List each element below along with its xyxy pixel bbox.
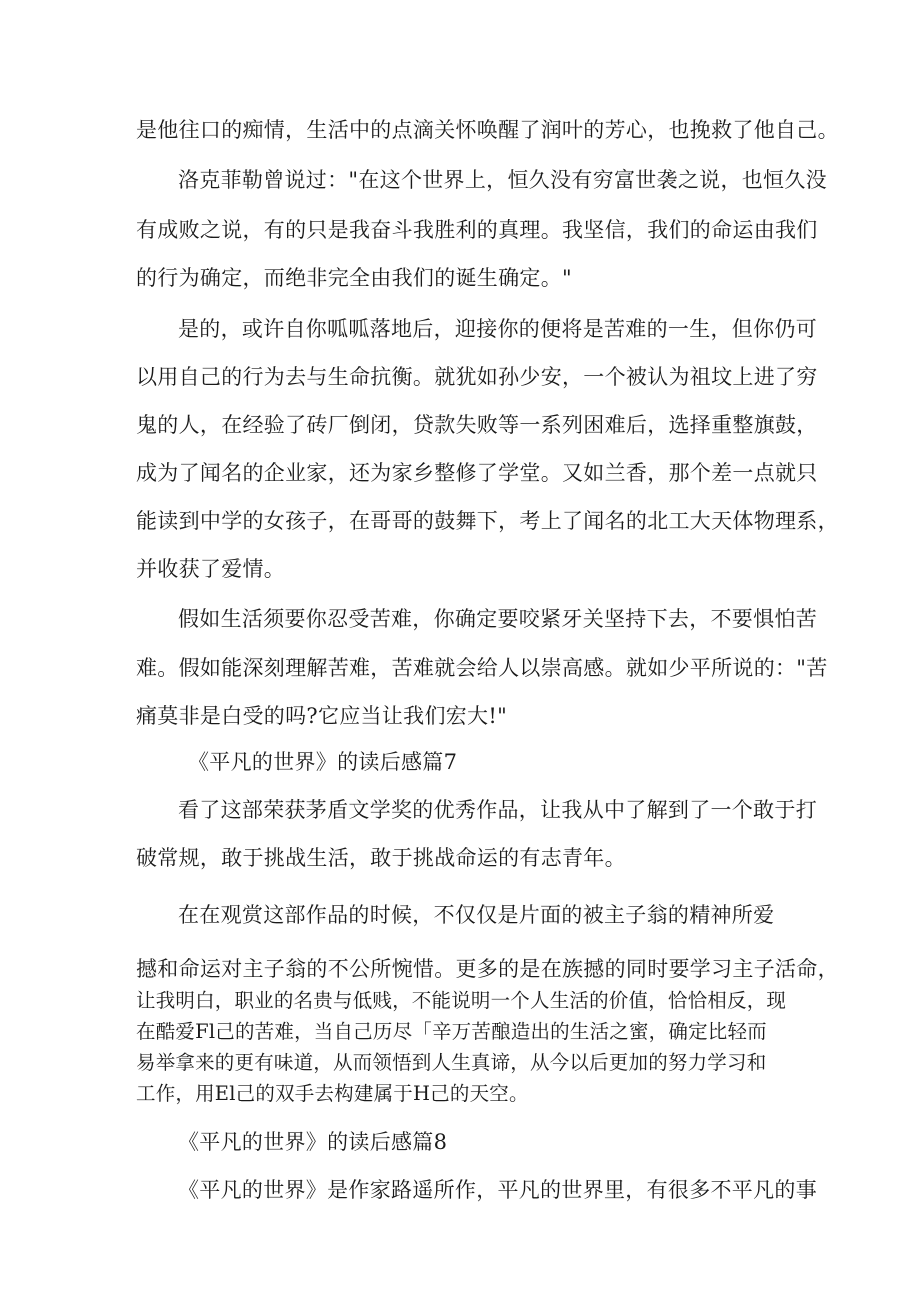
paragraph-line: 洛克菲勒曾说过："在这个世界上，恒久没有穷富世袭之说，也恒久没 bbox=[178, 168, 827, 192]
paragraph-line: 的行为确定，而绝非完全由我们的诞生确定。" bbox=[136, 266, 572, 290]
paragraph-line: 成为了闻名的企业家，还为家乡整修了学堂。又如兰香，那个差一点就只 bbox=[136, 461, 818, 485]
paragraph-line: 让我明白，职业的名贵与低贱，不能说明一个人生活的价值，恰恰相反，现 bbox=[136, 989, 787, 1012]
paragraph-line: 能读到中学的女孩子，在哥哥的鼓舞下，考上了闻名的北工大天体物理系， bbox=[136, 509, 839, 533]
paragraph-line: 《平凡的世界》是作家路遥所作，平凡的世界里，有很多不平凡的事 bbox=[178, 1178, 817, 1202]
paragraph-line: 在酷爱Fl己的苦难，当自己历尽「辛万苦酿造出的生活之蜜，确定比轻而 bbox=[136, 1020, 767, 1043]
paragraph-line: 以用自己的行为去与生命抗衡。就犹如孙少安，一个被认为祖坟上进了穷 bbox=[136, 365, 818, 389]
paragraph-line: 难。假如能深刻理解苦难，苦难就会给人以崇高感。就如少平所说的："苦 bbox=[136, 656, 828, 680]
paragraph-line: 撼和命运对主子翁的不公所惋惜。更多的是在族撼的同时要学习主子活命， bbox=[136, 957, 839, 981]
paragraph-line: 在在观赏这部作品的时候，不仅仅是片面的被主子翁的精神所爱 bbox=[178, 903, 775, 927]
paragraph-line: 痛莫非是白受的吗?它应当让我们宏大!" bbox=[136, 704, 508, 728]
paragraph-line: 有成败之说，有的只是我奋斗我胜利的真理。我坚信，我们的命运由我们 bbox=[136, 218, 818, 242]
paragraph-line: 并收获了爱情。 bbox=[136, 557, 286, 581]
paragraph-line: 假如生活须要你忍受苦难，你确定要咬紧牙关坚持下去，不要惧怕苦 bbox=[178, 607, 817, 631]
paragraph-line: 看了这部荣获茅盾文学奖的优秀作品，让我从中了解到了一个敢于打 bbox=[178, 798, 817, 822]
paragraph-line: 是他往口的痴情，生活中的点滴关怀唤醒了润叶的芳心，也挽救了他自己。 bbox=[136, 118, 839, 142]
section-heading: 《平凡的世界》的读后感篇7 bbox=[188, 750, 458, 774]
paragraph-line: 鬼的人，在经验了砖厂倒闭，贷款失败等一系列困难后，选择重整旗鼓， bbox=[136, 413, 818, 437]
section-heading: 《平凡的世界》的读后感篇8 bbox=[178, 1130, 448, 1154]
paragraph-line: 是的，或许自你呱呱落地后，迎接你的便将是苦难的一生，但你仍可 bbox=[178, 317, 817, 341]
paragraph-line: 易举拿来的更有味道，从而领悟到人生真谛，从今以后更加的努力学习和 bbox=[136, 1051, 767, 1074]
paragraph-line: 破常规，敢于挑战生活，敢于挑战命运的有志青年。 bbox=[136, 846, 626, 870]
paragraph-line: 工作，用El己的双手去构建属于H己的天空。 bbox=[136, 1082, 529, 1105]
